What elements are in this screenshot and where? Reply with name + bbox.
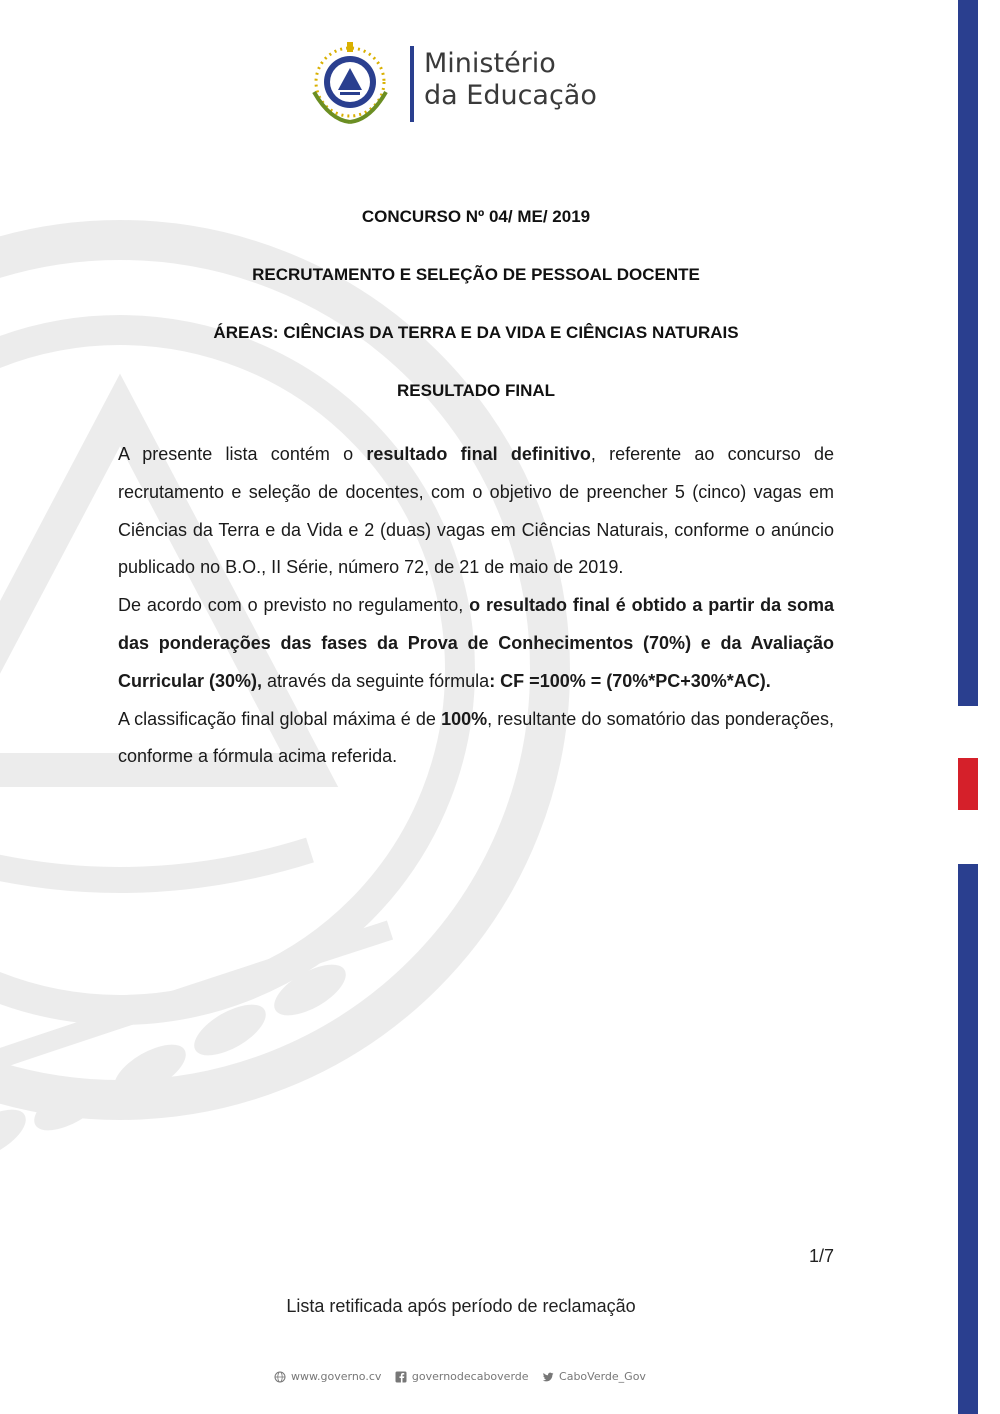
- logo-divider: [410, 46, 414, 122]
- side-bar-blue-bottom: [958, 864, 978, 1414]
- intro-text-rest: , referente ao concurso de recrutamento e seleção de docentes, com o objetivo de preencher 5 (cinco) vagas em Ciências da Terra e da Vida e 2 (duas) vagas em Ciências Naturais, conforme o anúncio publicado no B.O., II Série, número 72, de 21 de maio de 2019.: [118, 444, 834, 578]
- ministry-name-line2: da Educação: [424, 80, 597, 111]
- max-score-paragraph: [118, 701, 834, 777]
- document-body: [118, 436, 834, 776]
- facebook-label: governodecaboverde: [411, 1370, 529, 1383]
- twitter-link[interactable]: [542, 1370, 646, 1383]
- twitter-label: CaboVerde_Gov: [559, 1370, 646, 1383]
- ministry-name: [424, 48, 597, 112]
- national-emblem-icon: [300, 40, 400, 128]
- contest-title: CONCURSO Nº 04/ ME/ 2019: [361, 207, 591, 226]
- footer-note: Lista retificada após período de reclamação: [286, 1296, 636, 1316]
- formula-paragraph: [118, 587, 834, 700]
- twitter-icon: [542, 1371, 554, 1383]
- ministry-name-line1: Ministério: [424, 48, 556, 79]
- recruitment-title: RECRUTAMENTO E SELEÇÃO DE PESSOAL DOCENTE: [252, 265, 700, 284]
- max-score-value: 100%: [441, 708, 488, 729]
- areas-title: ÁREAS: CIÊNCIAS DA TERRA E DA VIDA E CIÊNCIAS NATURAIS: [213, 323, 739, 342]
- document-headings: [118, 200, 834, 432]
- formula-middle-text: através da seguinte fórmula: [262, 670, 490, 691]
- globe-icon: [274, 1371, 286, 1383]
- facebook-icon: [395, 1371, 407, 1383]
- intro-paragraph: [118, 436, 834, 587]
- ministry-logo: [300, 40, 660, 128]
- formula-intro-text: De acordo com o previsto no regulamento,: [118, 595, 470, 616]
- formula-bold-text: o resultado final é obtido a partir da soma das ponderações das fases da Prova de Conhecimentos (70%) e da Avaliação Curricular (30%),: [118, 595, 834, 691]
- max-score-text: A classificação final global máxima é de: [118, 708, 442, 729]
- intro-text: A presente lista contém o: [118, 444, 367, 464]
- page-number: 1/7: [808, 1246, 834, 1266]
- formula-text: : CF =100% = (70%*PC+30%*AC).: [489, 670, 771, 691]
- facebook-link[interactable]: [395, 1370, 529, 1383]
- max-score-text-rest: , resultante do somatório das ponderações, conforme a fórmula acima referida.: [118, 708, 834, 767]
- social-footer: [0, 1370, 920, 1386]
- website-link[interactable]: [274, 1370, 381, 1383]
- side-bar-red: [958, 758, 978, 810]
- intro-bold-text: resultado final definitivo: [366, 444, 591, 464]
- website-label: www.governo.cv: [291, 1370, 382, 1383]
- result-title: RESULTADO FINAL: [396, 381, 556, 400]
- side-bar-blue-top: [958, 0, 978, 706]
